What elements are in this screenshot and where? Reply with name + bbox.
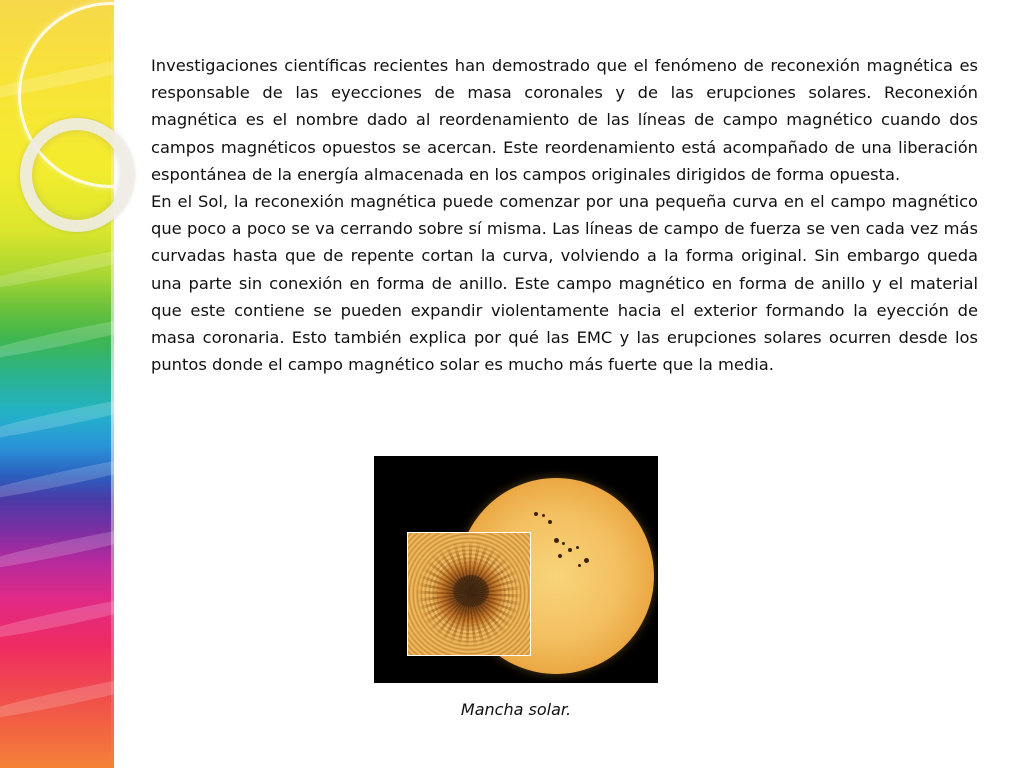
sunspot-closeup bbox=[407, 532, 531, 656]
decorative-ring-small bbox=[20, 118, 134, 232]
paragraph-1: Investigaciones científicas recientes han demostrado que el fenómeno de reconexión magnética es responsable de las eyecciones de masa coronales y de las erupciones solares. Reconexión magnética es el nombre dado al reordenamiento de las líneas de campo magnético cuando dos campos magnéticos opuestos se acercan. Este reordenamiento está acompañado de una liberación espontánea de la energía almacenada en los campos originales dirigidos de forma opuesta. bbox=[151, 56, 978, 184]
paragraph-2: En el Sol, la reconexión magnética puede comenzar por una pequeña curva en el campo magnético que poco a poco se va cerrando sobre sí misma. Las líneas de campo de fuerza se ven cada vez más curvadas hasta que de repente cortan la curva, volviendo a la forma original. Sin embargo queda una parte sin conexión en forma de anillo. Este campo magnético en forma de anillo y el material que este contiene se pueden expandir violentamente hacia el exterior formando la eyección de masa coronaria. Esto también explica por qué las EMC y las erupciones solares ocurren desde los puntos donde el campo magnético solar es mucho más fuerte que la media. bbox=[151, 192, 978, 375]
sunspot-image bbox=[374, 456, 658, 683]
body-text bbox=[151, 52, 978, 378]
figure-caption: Mancha solar. bbox=[460, 700, 572, 719]
